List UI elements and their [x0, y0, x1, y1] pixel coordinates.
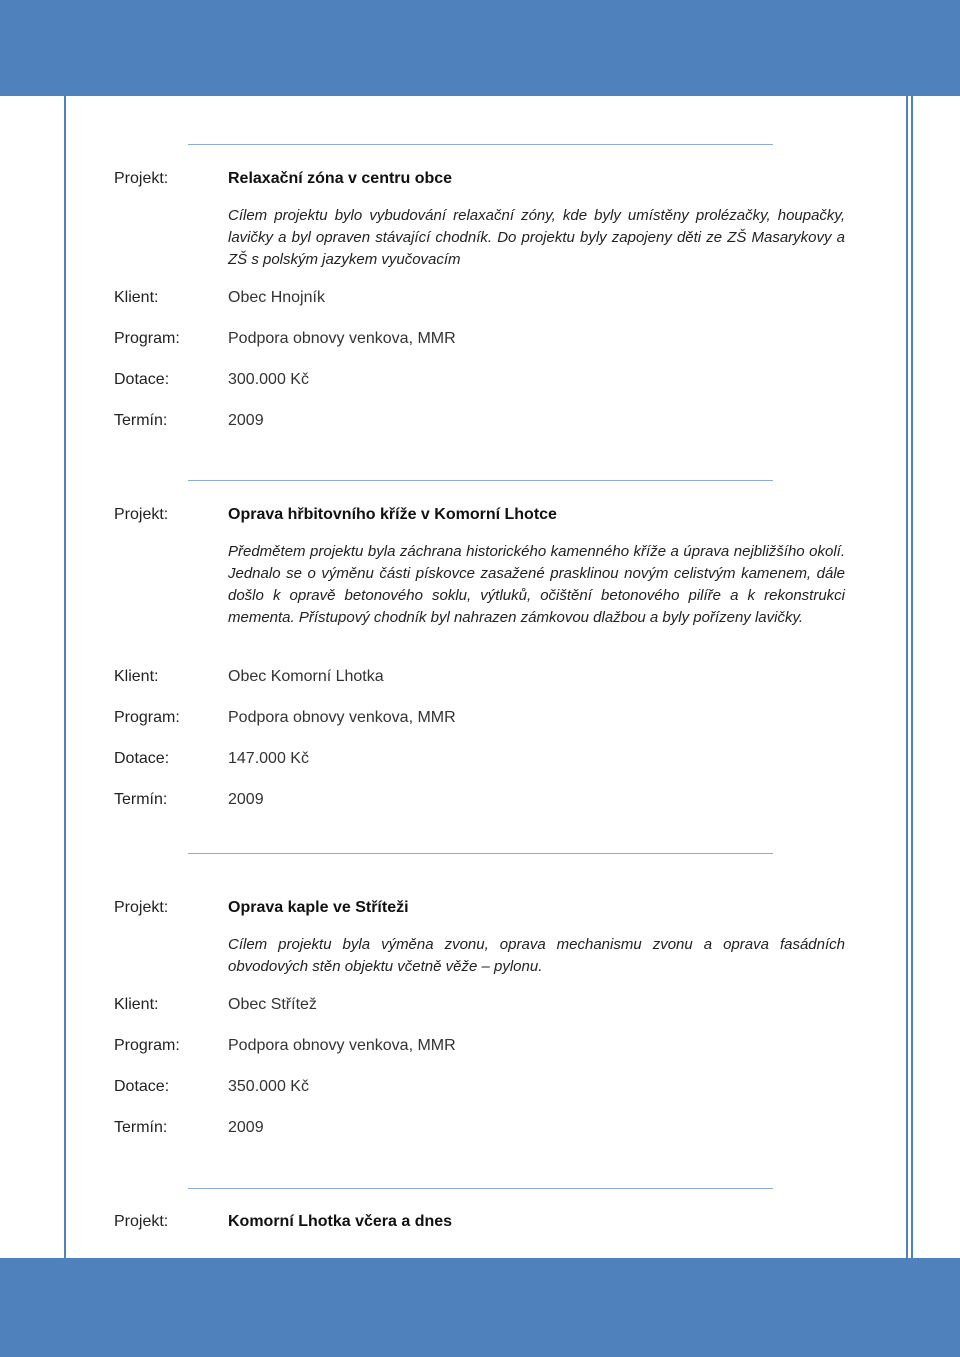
project-grant: 300.000 Kč — [228, 371, 309, 388]
project-description: Cílem projektu byla výměna zvonu, oprava mechanismu zvonu a oprava fasádních obvodových stěn objektu včetně věže – pylonu. — [228, 936, 845, 975]
label-projekt: Projekt: — [114, 170, 169, 187]
project-program: Podpora obnovy venkova, MMR — [228, 330, 456, 347]
label-klient: Klient: — [114, 289, 159, 306]
separator-line — [188, 480, 773, 481]
label-klient: Klient: — [114, 668, 159, 685]
separator-line — [188, 144, 773, 145]
project-program: Podpora obnovy venkova, MMR — [228, 709, 456, 726]
project-description: Cílem projektu bylo vybudování relaxační zóny, kde byly umístěny prolézačky, houpačky, lavičky a byl opraven stávající chodník. Do projektu byly zapojeny děti ze ZŠ Masarykovy a ZŠ s polským jazykem vyučovacím — [228, 207, 845, 268]
header-band — [0, 0, 960, 96]
label-dotace: Dotace: — [114, 750, 170, 767]
label-projekt: Projekt: — [114, 506, 169, 523]
left-border-line — [64, 0, 66, 1357]
label-projekt: Projekt: — [114, 1213, 169, 1230]
project-client: Obec Komorní Lhotka — [228, 668, 384, 685]
separator-line — [188, 1188, 773, 1189]
label-dotace: Dotace: — [114, 1078, 170, 1095]
footer-band — [0, 1258, 960, 1357]
label-klient: Klient: — [114, 996, 159, 1013]
label-projekt: Projekt: — [114, 899, 169, 916]
project-description: Předmětem projektu byla záchrana historického kamenného kříže a úprava nejbližšího okolí. Jednalo se o výměnu části pískovce zasažené prasklinou novým celistvým kamenem, dále došlo k opravě betonového soklu, výtluků, očištění betonového pilíře a k rekonstrukci mementa. Přístupový chodník byl nahrazen zámkovou dlažbou a byly pořízeny lavičky. — [228, 543, 845, 626]
project-client: Obec Střítež — [228, 996, 317, 1013]
label-termin: Termín: — [114, 791, 168, 808]
project-title: Relaxační zóna v centru obce — [228, 170, 453, 187]
project-program: Podpora obnovy venkova, MMR — [228, 1037, 456, 1054]
project-grant: 147.000 Kč — [228, 750, 309, 767]
project-title: Komorní Lhotka včera a dnes — [228, 1213, 453, 1230]
separator-line — [188, 853, 773, 854]
project-title: Oprava hřbitovního kříže v Komorní Lhotce — [228, 506, 557, 523]
label-termin: Termín: — [114, 1119, 168, 1136]
label-termin: Termín: — [114, 412, 168, 429]
label-dotace: Dotace: — [114, 371, 170, 388]
right-border-line-inner — [906, 0, 908, 1357]
project-term: 2009 — [228, 791, 264, 808]
project-title: Oprava kaple ve Stříteži — [228, 899, 409, 916]
label-program: Program: — [114, 709, 180, 726]
project-term: 2009 — [228, 412, 264, 429]
project-term: 2009 — [228, 1119, 264, 1136]
project-grant: 350.000 Kč — [228, 1078, 309, 1095]
project-client: Obec Hnojník — [228, 289, 325, 306]
label-program: Program: — [114, 330, 180, 347]
right-border-line — [911, 0, 913, 1357]
label-program: Program: — [114, 1037, 180, 1054]
